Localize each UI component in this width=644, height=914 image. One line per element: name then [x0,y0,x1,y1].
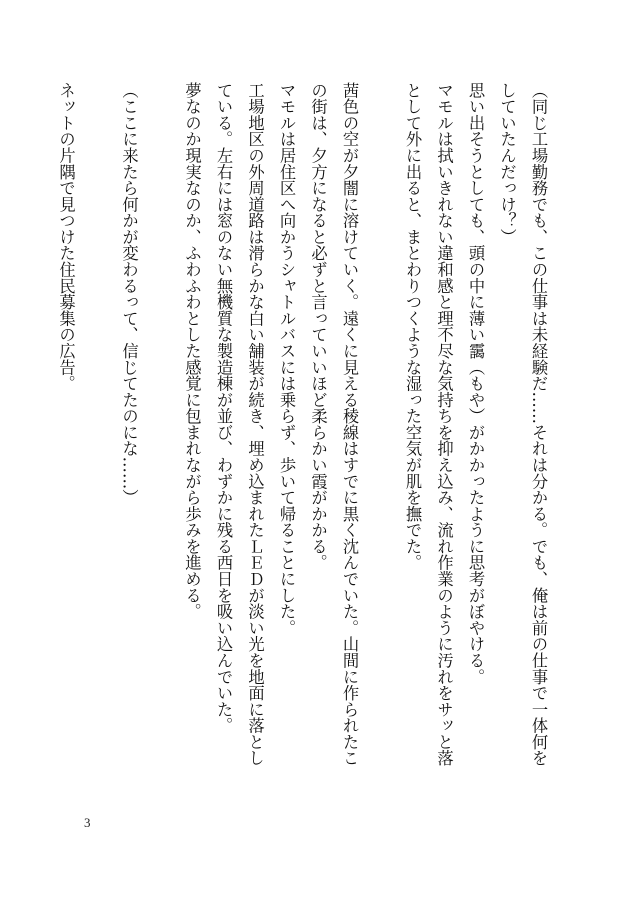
paragraph-leaving-work: マモルは拭いきれない違和感と理不尽な気持ちを抑え込み、流れ作業のように汚れをサッと落として外に出ると、まとわりつくような湿った空気が肌を撫でた。 [403,82,454,767]
vertical-text-body [50,82,554,772]
paragraph-dreamlike: 夢なのか現実なのか、ふわふわとした感覚に包まれながら歩みを進める。 [182,82,202,620]
paragraph-evening-sky: 茜色の空が夕闇に溶けていく。遠くに見える稜線はすでに黒く沈んでいた。山間に作られたこの街は、夕方になると必ずと言っていいほど柔らかい霞がかかる。 [308,82,359,767]
paragraph-advertisement: ネットの片隅で見つけた住民募集の広告。 [56,82,76,392]
paragraph-spacer [145,82,177,772]
paragraph-walk-home: マモルは居住区へ向かうシャトルバスには乗らず、歩いて帰ることにした。 [277,82,296,636]
page-number: 3 [84,815,91,830]
paragraph-hazy-memory: 思い出そうとしても、頭の中に薄い靄（もや）がかかったように思考がぼやける。 [466,82,485,685]
paragraph-spacer [365,82,397,772]
paragraph-inner-thought-2: （ここに来たら何かが変わるって、信じてたのにな……） [119,82,139,506]
paragraph-factory-road: 工場地区の外周道路は滑らかな白い舗装が続き、埋め込まれたＬＥＤが淡い光を地面に落としている。左右には窓のない無機質な製造棟が並び、わずかに残る西日を吸い込んでいた。 [214,82,265,767]
paragraph-inner-thought-1: （同じ工場勤務でも、この仕事は未経験だ……それは分かる。でも、俺は前の仕事で一体何をしていたんだっけ？） [497,82,548,767]
paragraph-spacer [82,82,114,772]
